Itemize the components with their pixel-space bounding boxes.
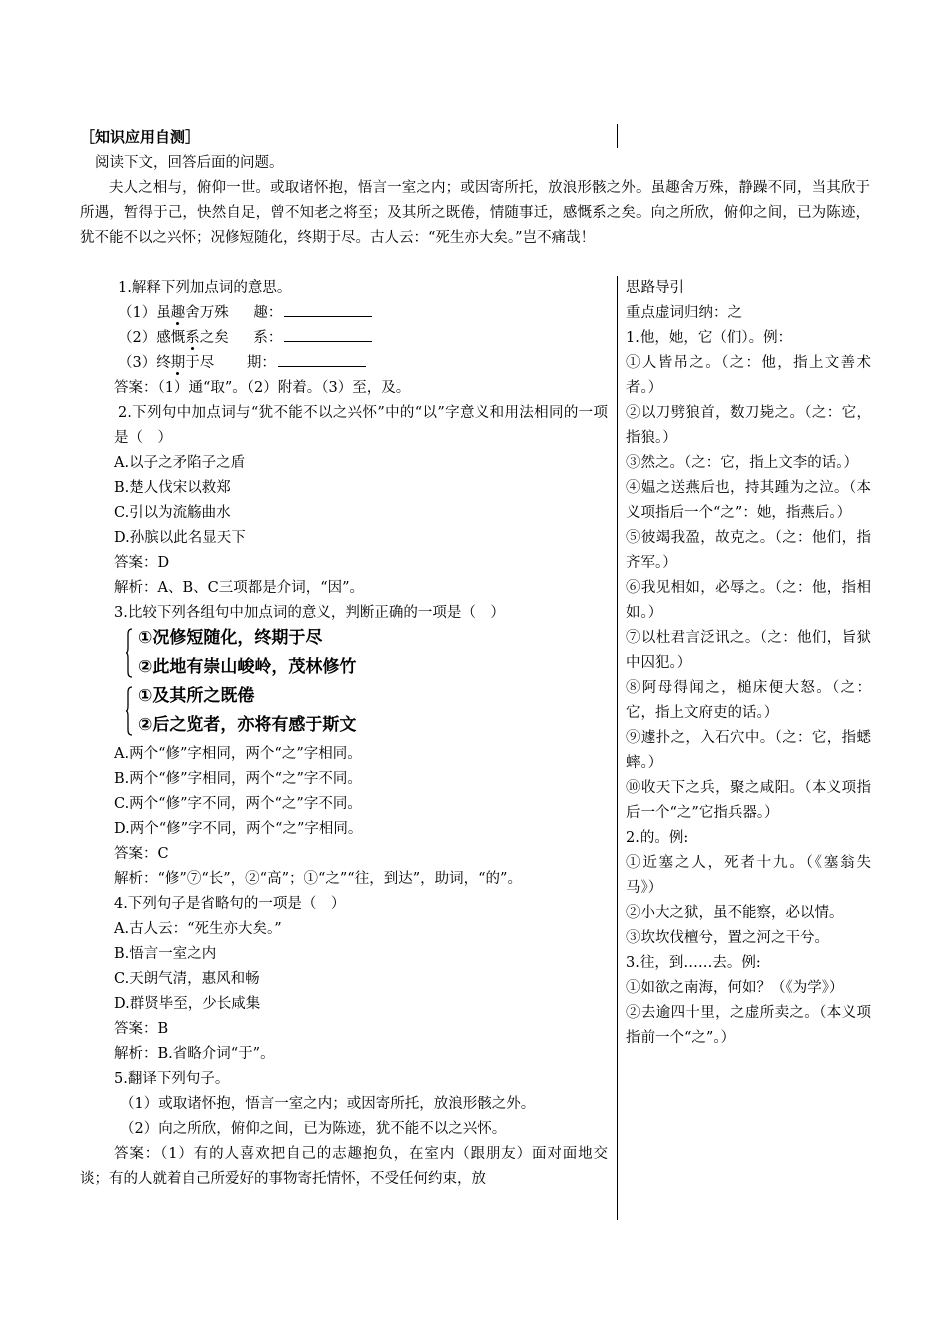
sidebar-notes: [626, 276, 871, 1051]
brace-icon: [126, 628, 133, 678]
brace-icon: [126, 686, 133, 736]
example-item: ⑧阿母得闻之，槌床便大怒。（之：它，指上文府吏的话。）: [626, 680, 871, 721]
q5-stem: 5.翻译下列句子。: [114, 1071, 230, 1087]
q3-group-1: [126, 626, 608, 684]
intro-instruction: 阅读下文，回答后面的问题。: [95, 155, 284, 171]
dotted-word: 趣: [170, 305, 186, 321]
sense-1-heading: 1.他，她，它（们）。例：: [626, 330, 793, 346]
q5-item-2: （2）向之所欣，俯仰之间，已为陈迹，犹不能不以之兴怀。: [120, 1121, 507, 1137]
q4-option-b: B.悟言一室之内: [114, 946, 217, 962]
example-item: ⑥我见相如，必辱之。（之：他，指相如。）: [626, 580, 871, 621]
example-item: ④媪之送燕后也，持其踵为之泣。（本义项指后一个“之”：她，指燕后。）: [626, 480, 871, 521]
q3-option-c: C.两个“修”字不同，两个“之”字不同。: [114, 796, 362, 812]
dotted-word: 期: [170, 355, 186, 371]
q5-item-1: （1）或取诸怀抱，悟言一室之内；或因寄所托，放浪形骸之外。: [120, 1096, 536, 1112]
q2-option-d: D.孙膑以此名显天下: [114, 530, 246, 546]
q2-option-b: B.楚人伐宋以救郑: [114, 480, 231, 496]
q3-group1-line2: ②此地有崇山峻岭，茂林修竹: [138, 657, 357, 677]
column-divider: [617, 276, 618, 1220]
q3-group2-line2: ②后之览者，亦将有感于斯文: [138, 715, 357, 735]
q3-answer: 答案：C: [114, 846, 169, 862]
example-item: ②小大之狱，虽不能察，必以情。: [626, 905, 844, 921]
answer-blank[interactable]: [284, 302, 372, 317]
q3-analysis: 解析：“修”⑦“长”，②“高”；①“之”“往，到达”，助词，“的”。: [114, 871, 522, 887]
dotted-word: 系: [185, 330, 200, 346]
example-item: ⑩收天下之兵，聚之咸阳。（本义项指后一个“之”它指兵器。）: [626, 780, 871, 821]
q4-option-d: D.群贤毕至，少长咸集: [114, 996, 261, 1012]
example-item: ⑤彼竭我盈，故克之。（之：他们，指齐军。）: [626, 530, 871, 571]
q1-answer: 答案：（1）通“取”。（2）附着。（3）至，及。: [114, 380, 411, 396]
q5-answer: 答案：（1）有的人喜欢把自己的志趣抱负，在室内（跟朋友）面对面地交谈；有的人就着自己所爱好的事物寄托情怀，不受任何约束，放: [80, 1146, 608, 1187]
q4-analysis: 解析：B.省略介词“于”。: [114, 1046, 275, 1062]
q3-option-b: B.两个“修”字相同，两个“之”字不同。: [114, 771, 362, 787]
example-item: ③坎坎伐檀兮，置之河之干兮。: [626, 930, 829, 946]
answer-blank[interactable]: [278, 352, 366, 367]
q3-option-d: D.两个“修”字不同，两个“之”字相同。: [114, 821, 363, 837]
q1-item-3: （3）终期于尽 期：: [80, 351, 608, 376]
q2-stem: 2.下列句中加点词与“犹不能不以之兴怀”中的“以”字意义和用法相同的一项是（ ）: [114, 405, 608, 446]
q1-item-2: （2）感慨系之矣 系：: [80, 326, 608, 351]
example-item: ②以刀劈狼首，数刀毙之。（之：它，指狼。）: [626, 405, 871, 446]
sense-2-heading: 2.的。例:: [626, 830, 689, 846]
example-item: ⑦以杜君言泛讯之。（之：他们，旨狱中囚犯。）: [626, 630, 871, 671]
q2-analysis: 解析：A、B、C三项都是介词，“因”。: [114, 580, 365, 596]
example-item: ①近塞之人，死者十九。（《塞翁失马》）: [626, 855, 871, 896]
section-heading: ［知识应用自测］: [80, 128, 201, 146]
reading-passage: 夫人之相与，俯仰一世。或取诸怀抱，悟言一室之内；或因寄所托，放浪形骸之外。虽趣舍万殊，静躁不同，当其欣于所遇，暂得于己，快然自足，曾不知老之将至；及其所之既倦，情随事迁，感慨系之矣。向之所欣，俯仰之间，已为陈迹，犹不能不以之兴怀；况修短随化，终期于尽。古人云：“死生亦大矣。”岂不痛哉！: [80, 180, 870, 246]
q1-stem: 1.解释下列加点词的意思。: [118, 280, 292, 296]
questions-column: [80, 276, 608, 1192]
sidebar-title: 思路导引: [626, 280, 684, 296]
q4-stem: 4.下列句子是省略句的一项是（ ）: [114, 896, 346, 912]
q3-group-2: [126, 684, 608, 742]
q1-item-1: （1）虽趣舍万殊 趣：: [80, 301, 608, 326]
q2-answer: 答案：D: [114, 555, 170, 571]
q2-option-c: C.引以为流觞曲水: [114, 505, 231, 521]
example-item: ⑨遽扑之，入石穴中。（之：它，指蟋蟀。）: [626, 730, 871, 771]
q4-option-a: A.古人云：“死生亦大矣。”: [114, 921, 282, 937]
q3-stem: 3.比较下列各组句中加点词的意义，判断正确的一项是（ ）: [114, 605, 505, 621]
q2-option-a: A.以子之矛陷子之盾: [114, 455, 246, 471]
example-item: ①如欲之南海，何如？（《为学》）: [626, 980, 844, 996]
q3-group2-line1: ①及其所之既倦: [138, 686, 255, 706]
q3-option-a: A.两个“修”字相同，两个“之”字相同。: [114, 746, 362, 762]
answer-blank[interactable]: [284, 327, 372, 342]
q4-answer: 答案：B: [114, 1021, 169, 1037]
q3-group1-line1: ①况修短随化，终期于尽: [138, 628, 323, 648]
sidebar-subtitle: 重点虚词归纳：之: [626, 305, 742, 321]
q4-option-c: C.天朗气清，惠风和畅: [114, 971, 260, 987]
example-item: ①人皆吊之。（之：他，指上文善术者。）: [626, 355, 871, 396]
top-divider: [617, 124, 618, 148]
example-item: ③然之。（之：它，指上文李的话。）: [626, 455, 858, 471]
example-item: ②去逾四十里，之虚所卖之。（本义项指前一个“之”。）: [626, 1005, 871, 1046]
sense-3-heading: 3.往，到……去。例:: [626, 955, 761, 971]
